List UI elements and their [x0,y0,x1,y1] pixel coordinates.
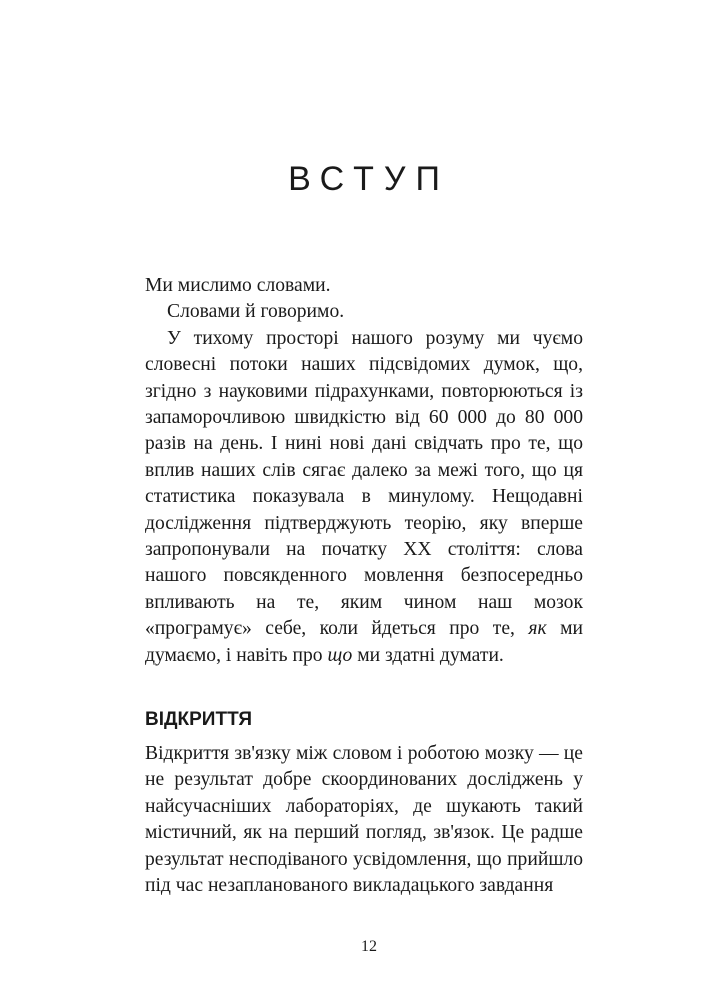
chapter-title: ВСТУП [288,160,450,198]
intro-paragraph-1: Ми мислимо словами. [145,275,331,296]
section-paragraph-1: Відкриття зв'язку між словом і роботою мозку — це не результат добре скоординованих досліджень у найсучасніших лабораторіях, де шукають такий містичний, як на перший погляд, зв'язок. Це радше результат несподіваного усвідомлення, що прийшло під час незапланованого викладацького завдання [145,743,583,897]
page-number: 12 [361,938,377,955]
emphasis-how: як [528,618,547,640]
intro-paragraph-2: Словами й говоримо. [167,301,345,323]
intro-paragraph-3-part-a: У тихому просторі нашого розуму ми чуємо словесні потоки наших підсвідомих думок, що, згідно з науковими підрахунками, повторюються із запаморочливою швидкістю від 60 000 до 80 000 разів на день. І нині нові дані свідчать про те, що вплив наших слів сягає далеко за межі того, що ця статистика показувала в минулому. Нещодавні дослідження підтверджують теорію, яку вперше запропонували на початку XX століття: слова нашого повсякденного мовлення безпосередньо впливають на те, яким чином наш мозок «програмує» себе, коли йдеться про те, [145,327,583,640]
section-heading: ВІДКРИТТЯ [145,709,253,730]
intro-paragraph-3-part-c: ми здатні думати. [352,644,504,666]
intro-paragraph-3 [145,326,583,669]
emphasis-what: що [327,644,353,666]
section-body [145,741,583,899]
intro-text [145,273,583,669]
intro-paragraph-3-part-b: ми думаємо, і навіть про [145,618,583,666]
